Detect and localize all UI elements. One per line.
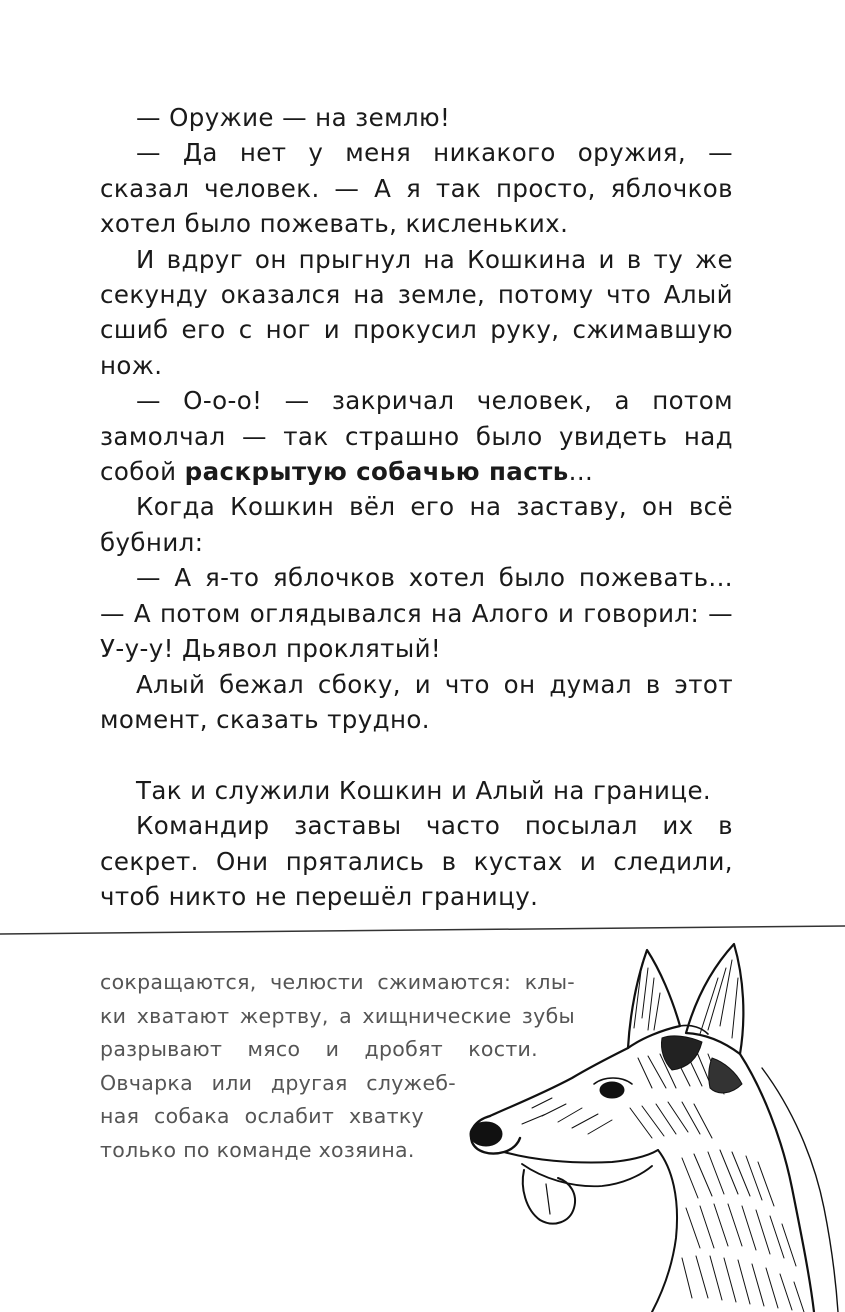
story-text [100,100,733,914]
sidebar-line: сокращаются, челюсти сжимаются: клы- [100,970,575,994]
paragraph [100,383,733,489]
dog-illustration [462,938,845,1312]
paragraph: — А я-то яблочков хотел было пожевать... — А потом оглядывался на Алого и говорил: — У-у-у! Дьявол проклятый! [100,563,733,664]
paragraph: — Оружие — на землю! [136,103,451,132]
sidebar-line: Овчарка или другая служеб- [100,1070,456,1095]
paragraph: Алый бежал сбоку, и что он думал в этот момент, сказать трудно. [100,669,733,734]
bold-phrase: раскрытую собачью пасть [184,457,569,487]
paragraph: Командир заставы часто посылал их в секрет. Они прятались в кустах и следили, чтоб никто не перешёл границу. [100,811,733,911]
paragraph: Так и служили Кошкин и Алый на границе. [136,775,712,805]
sidebar-line: только по команде хозяина. [100,1137,415,1162]
paragraph: — Да нет у меня никакого оружия, — сказал человек. — А я так просто, яблочков хотел было пожевать, кисленьких. [100,138,733,239]
sidebar-line: ки хватают жертву, а хищнические зубы [100,1003,575,1028]
sidebar-line: разрывают мясо и дробят кости. [100,1037,538,1061]
paragraph-text: — О-о-о! — закричал человек, а потом замолчал — так страшно было увидеть над собой [100,386,733,487]
ellipsis: ... [568,457,594,487]
paragraph: Когда Кошкин вёл его на заставу, он всё бубнил: [100,492,733,557]
divider-line [0,924,845,936]
sidebar-line: ная собака ослабит хватку [100,1104,424,1128]
paragraph: И вдруг он прыгнул на Кошкина и в ту же секунду оказался на земле, потому что Алый сшиб его с ног и прокусил руку, сжимавшую нож. [100,244,733,380]
